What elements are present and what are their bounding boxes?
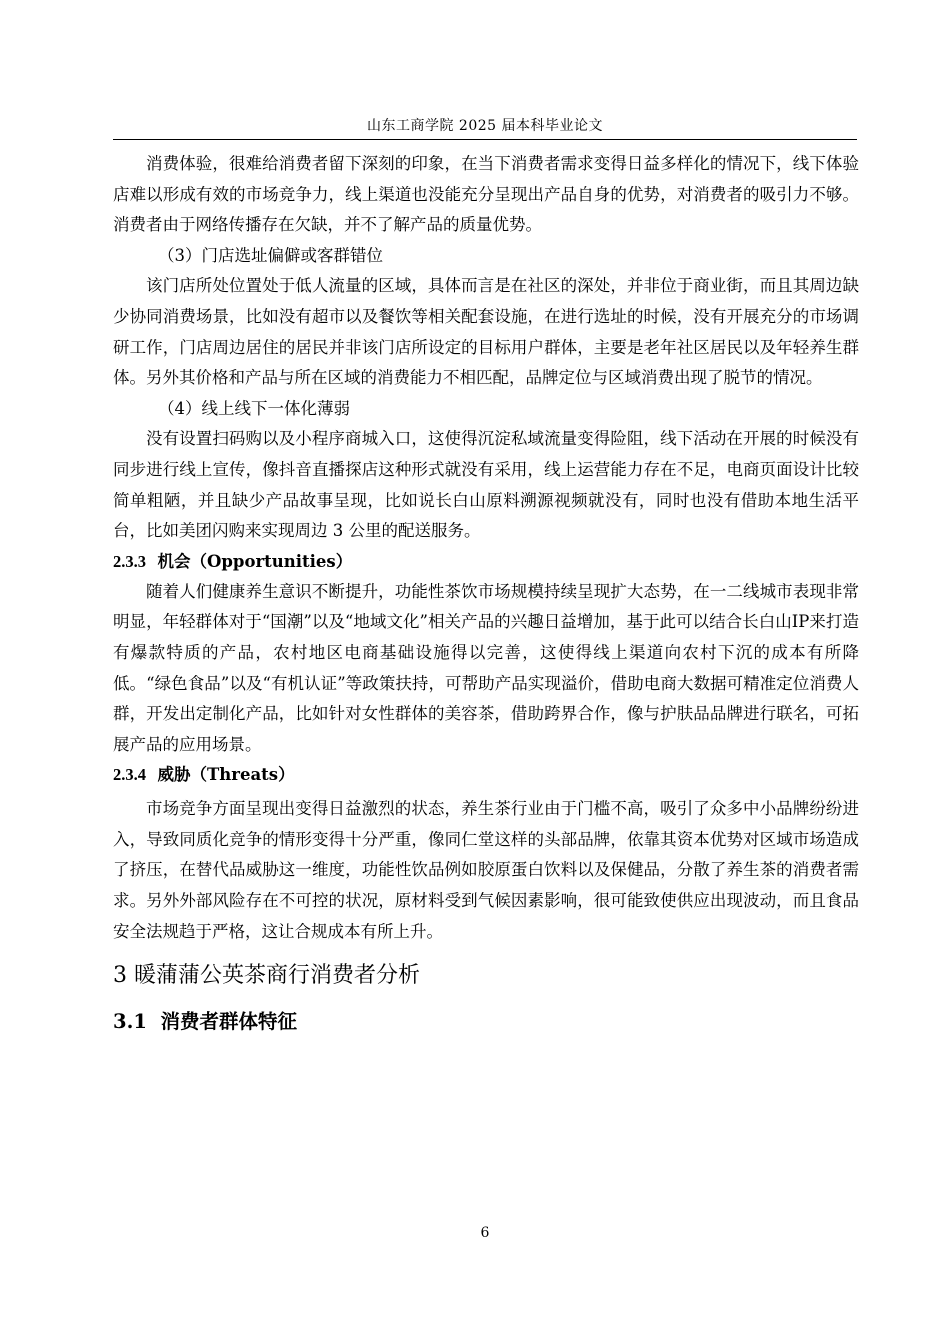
section-number: 2.3.4 <box>113 765 146 785</box>
header-rule <box>113 139 857 140</box>
chapter-heading: 3 暖蒲蒲公英茶商行消费者分析 <box>113 963 420 989</box>
running-header: 山东工商学院 2025 届本科毕业论文 <box>366 118 604 134</box>
section-title: 机会（Opportunities） <box>157 551 353 571</box>
subheading-omnichannel: （4）线上线下一体化薄弱 <box>158 398 350 418</box>
paragraph-threats: 市场竞争方面呈现出变得日益激烈的状态，养生茶行业由于门槛不高，吸引了众多中小品牌纷纷进入，导致同质化竞争的情形变得十分严重，像同仁堂这样的头部品牌，依靠其资本优势对区域市场造成了挤压，在替代品威胁这一维度，功能性饮品例如胶原蛋白饮料以及保健品，分散了养生茶的消费者需求。另外外部风险存在不可控的状况，原材料受到气候因素影响，很可能致使供应出现波动，而且食品安全法规趋于严格，这让合规成本有所上升。 <box>113 799 859 941</box>
section-title: 威胁（Threats） <box>157 765 295 785</box>
section-heading-threats <box>113 760 859 790</box>
paragraph-continuation: 消费体验，很难给消费者留下深刻的印象，在当下消费者需求变得日益多样化的情况下，线下体验店难以形成有效的市场竞争力，线上渠道也没能充分呈现出产品自身的优势，对消费者的吸引力不够。消费者由于网络传播存在欠缺，并不了解产品的质量优势。 <box>113 154 859 235</box>
page-number: 6 <box>480 1225 490 1241</box>
section-number: 3.1 <box>113 1010 147 1034</box>
section-number: 2.3.3 <box>113 551 146 571</box>
paragraph-opportunities: 随着人们健康养生意识不断提升，功能性茶饮市场规模持续呈现扩大态势，在一二线城市表现非常明显，年轻群体对于“国潮”以及“地域文化”相关产品的兴趣日益增加，基于此可以结合长白山IP来打造有爆款特质的产品，农村地区电商基础设施得以完善，这使得线上渠道向农村下沉的成本有所降低。“绿色食品”以及“有机认证”等政策扶持，可帮助产品实现溢价，借助电商大数据可精准定位消费人群，开发出定制化产品，比如针对女性群体的美容茶，借助跨界合作，像与护肤品品牌进行联名，可拓展产品的应用场景。 <box>113 581 859 754</box>
section-heading-opportunities <box>113 547 859 577</box>
page-body <box>113 149 859 1039</box>
paragraph-omnichannel: 没有设置扫码购以及小程序商城入口，这使得沉淀私域流量变得险阻，线下活动在开展的时候没有同步进行线上宣传，像抖音直播探店这种形式就没有采用，线上运营能力存在不足，电商页面设计比较简单粗陋，并且缺少产品故事呈现，比如说长白山原料溯源视频就没有，同时也没有借助本地生活平台，比如美团闪购来实现周边 3 公里的配送服务。 <box>113 429 859 541</box>
section-title: 消费者群体特征 <box>160 1010 298 1034</box>
paragraph-store-location: 该门店所处位置处于低人流量的区域，具体而言是在社区的深处，并非位于商业街，而且其周边缺少协同消费场景，比如没有超市以及餐饮等相关配套设施，在进行选址的时候，没有开展充分的市场调研工作，门店周边居住的居民并非该门店所设定的目标用户群体，主要是老年社区居民以及年轻养生群体。另外其价格和产品与所在区域的消费能力不相匹配，品牌定位与区域消费出现了脱节的情况。 <box>113 276 859 388</box>
subheading-store-location: （3）门店选址偏僻或客群错位 <box>158 245 383 265</box>
section-heading-consumer-groups <box>113 1005 859 1039</box>
